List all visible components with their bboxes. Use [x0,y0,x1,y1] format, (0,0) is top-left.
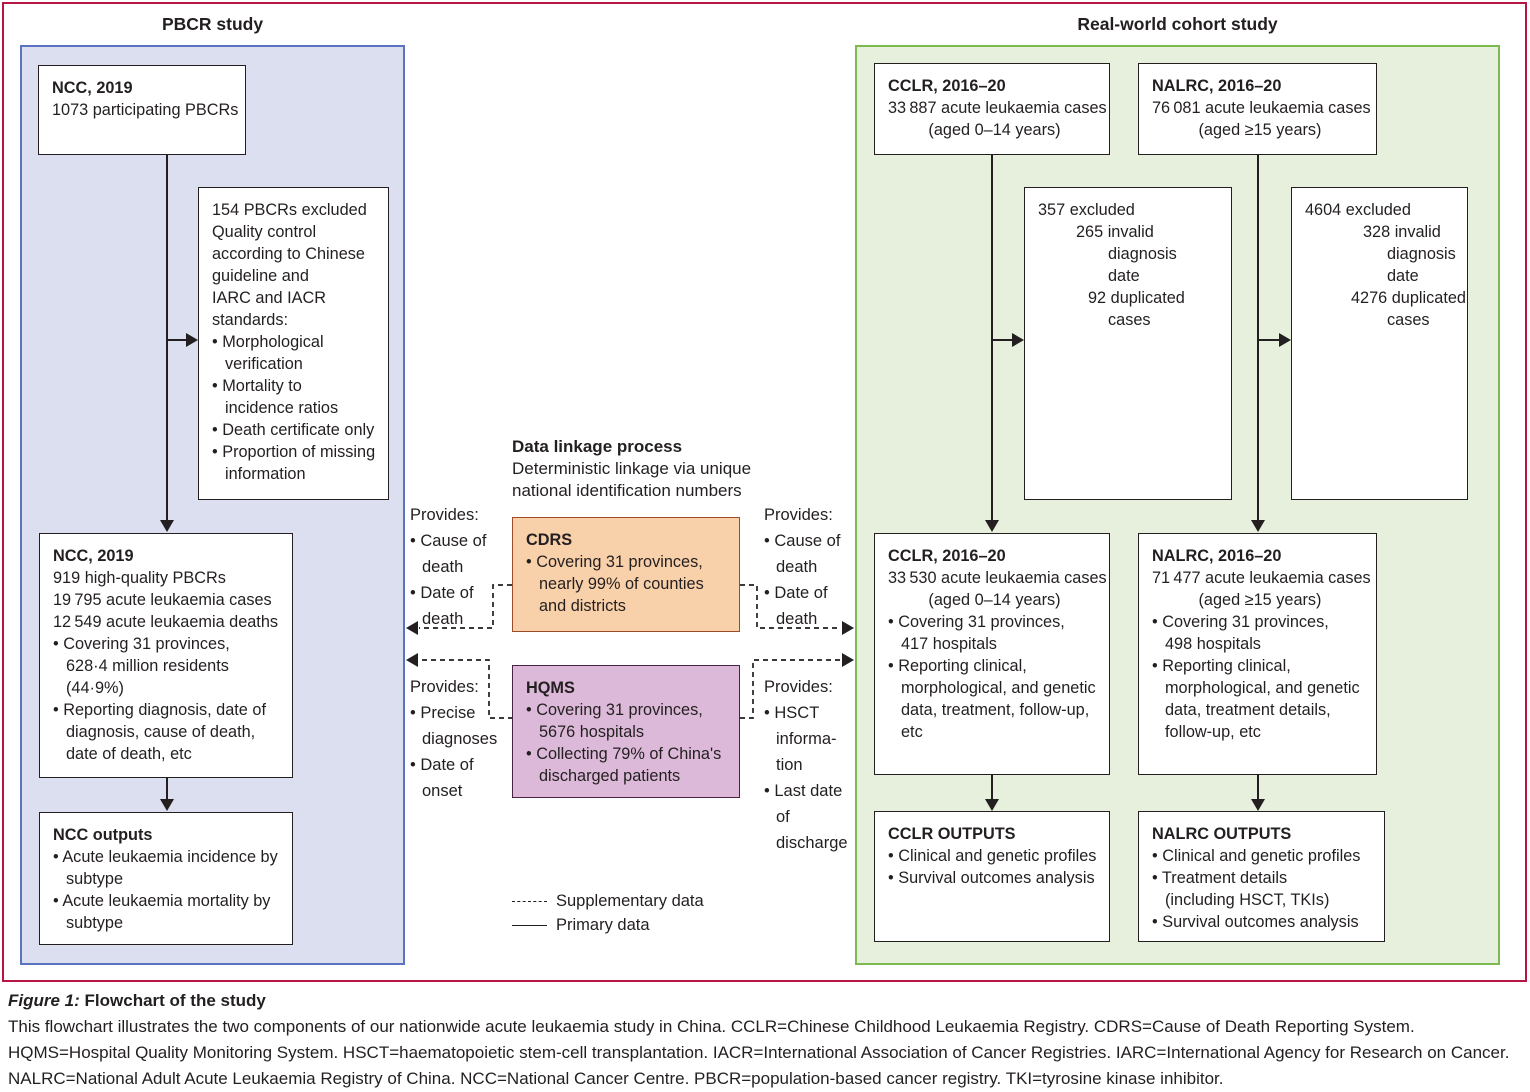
text-line: 919 high-quality PBCRs [53,569,226,587]
text-line: date of death, etc [66,745,192,763]
cdrs-box [512,517,740,632]
line-style-legend [512,889,704,937]
text-line: 5676 hospitals [539,723,645,741]
text-line: 19 795 acute leukaemia cases [53,591,272,609]
text-line: morphological, and genetic [901,679,1096,697]
text-line: guideline and [212,267,309,285]
caption-line: NALRC=National Adult Acute Leukaemia Registry of China. NCC=National Cancer Centre. PBCR=population-based cancer registry. TKI=tyrosine kinase inhibitor. [8,1069,1224,1088]
provides-cdrs-to-pbcr [410,502,486,632]
text-line: (including HSCT, TKIs) [1165,891,1330,909]
text-line: data, treatment, follow-up, [901,701,1090,719]
text-line: data, treatment details, [1165,701,1331,719]
text-line: 498 hospitals [1165,635,1261,653]
pbcr-study-title: PBCR study [161,14,264,34]
figure-caption-title [8,988,1526,1014]
text-line: • Collecting 79% of China's [526,745,722,763]
nalrc-final-box [1138,533,1377,775]
real-world-cohort-study-title: Real-world cohort study [1077,14,1278,34]
text-line: incidence ratios [225,399,339,417]
text-line: 71 477 acute leukaemia cases [1152,569,1371,587]
pbcr-excluded-box [198,187,389,500]
text-line: CCLR, 2016–20 [888,77,1006,95]
cclr-outputs-box [874,811,1110,942]
text-line: NALRC, 2016–20 [1152,77,1282,95]
text-line: • Covering 31 provinces, [888,613,1065,631]
hqms-box [512,665,740,798]
text-line: (aged ≥15 years) [1198,591,1322,609]
text-line: • Covering 31 provinces, [526,553,703,571]
text-line: • Cause of [764,532,841,550]
text-line: • Covering 31 provinces, [526,701,703,719]
text-line: death [422,558,464,576]
text-line: 4604 excluded [1305,201,1411,219]
text-line: 628·4 million residents [66,657,229,675]
legend-primary-data [512,913,704,937]
text-line: NALRC OUTPUTS [1152,825,1292,843]
text-line: death [422,610,464,628]
text-line: • Date of [410,756,474,774]
text-line: Provides: [410,678,479,696]
ncc-2019-quality-box [39,533,293,778]
text-line: diagnosis [1108,245,1177,263]
text-line: subtype [66,870,124,888]
text-line: (aged 0–14 years) [928,591,1061,609]
text-line: 76 081 acute leukaemia cases [1152,99,1371,117]
text-line: and districts [539,597,626,615]
text-line: tion [776,756,803,774]
figure-title-text: Flowchart of the study [79,991,266,1010]
figure-caption [8,988,1526,1092]
text-line: date [1108,267,1140,285]
text-line: • Morphological [212,333,324,351]
text-line: diagnosis [1387,245,1456,263]
cclr-final-box [874,533,1110,775]
text-line: discharged patients [539,767,681,785]
text-line: • Reporting clinical, [888,657,1027,675]
text-line: Quality control [212,223,317,241]
text-line: Provides: [764,506,833,524]
caption-line: HQMS=Hospital Quality Monitoring System. HSCT=haematopoietic stem-cell transplantation. IACR=International Association of Cancer Registries. IARC=International Agency for Research on Cancer. [8,1043,1510,1062]
text-line: verification [225,355,303,373]
text-line: national identification numbers [512,481,742,500]
text-line: Deterministic linkage via unique [512,459,752,478]
text-line: IARC and IACR [212,289,327,307]
text-line: 33 530 acute leukaemia cases [888,569,1107,587]
text-line: CCLR OUTPUTS [888,825,1016,843]
nalrc-source-box [1138,63,1377,155]
text-line: • Death certificate only [212,421,375,439]
caption-line: This flowchart illustrates the two components of our nationwide acute leukaemia study in China. CCLR=Chinese Childhood Leukaemia Registry. CDRS=Cause of Death Reporting System. [8,1017,1415,1036]
text-line: cases [1108,311,1151,329]
text-line: 357 excluded [1038,201,1135,219]
text-line: 328 invalid [1363,223,1441,241]
text-line: 265 invalid [1076,223,1154,241]
solid-line-icon [512,925,547,926]
text-line: information [225,465,306,483]
provides-hqms-to-cohort [764,674,848,856]
text-line: (aged ≥15 years) [1198,121,1322,139]
text-line: subtype [66,914,124,932]
text-line: • HSCT [764,704,820,722]
text-line: • Clinical and genetic profiles [1152,847,1361,865]
text-line: • Date of [410,584,474,602]
text-line: • Cause of [410,532,487,550]
text-line: • Date of [764,584,828,602]
text-line: discharge [776,834,848,852]
data-linkage-title: Data linkage process [512,437,683,456]
text-line: • Reporting clinical, [1152,657,1291,675]
nalrc-outputs-box [1138,811,1385,942]
text-line: death [776,558,818,576]
text-line: • Acute leukaemia mortality by [53,892,271,910]
ncc-2019-source-box [38,65,246,155]
text-line: • Reporting diagnosis, date of [53,701,266,719]
text-line: • Last date [764,782,843,800]
text-line: CCLR, 2016–20 [888,547,1006,565]
figure-label: Figure 1: [8,991,80,1010]
text-line: • Precise [410,704,476,722]
text-line: 92 duplicated [1088,289,1185,307]
text-line: NCC outputs [53,826,153,844]
text-line: • Covering 31 provinces, [53,635,230,653]
text-line: HQMS [526,679,575,697]
text-line: • Survival outcomes analysis [1152,913,1359,931]
text-line: (aged 0–14 years) [928,121,1061,139]
legend-label: Primary data [556,916,650,934]
text-line: NALRC, 2016–20 [1152,547,1282,565]
data-linkage-header [512,436,762,502]
text-line: informa- [776,730,837,748]
text-line: 12 549 acute leukaemia deaths [53,613,279,631]
ncc-outputs-box [39,812,293,945]
text-line: • Survival outcomes analysis [888,869,1095,887]
text-line: diagnosis, cause of death, [66,723,256,741]
text-line: 417 hospitals [901,635,997,653]
text-line: 1073 participating PBCRs [52,101,239,119]
text-line: of [776,808,790,826]
text-line: • Covering 31 provinces, [1152,613,1329,631]
text-line: (44·9%) [66,679,124,697]
text-line: 33 887 acute leukaemia cases [888,99,1107,117]
cclr-source-box [874,63,1110,155]
text-line: NCC, 2019 [52,79,133,97]
text-line: standards: [212,311,289,329]
cclr-excluded-box [1024,187,1232,500]
text-line: cases [1387,311,1430,329]
text-line: Provides: [764,678,833,696]
text-line: 154 PBCRs excluded [212,201,367,219]
text-line: • Mortality to [212,377,302,395]
text-line: 4276 duplicated [1351,289,1466,307]
nalrc-excluded-box [1291,187,1468,500]
text-line: CDRS [526,531,573,549]
text-line: • Acute leukaemia incidence by [53,848,278,866]
text-line: • Proportion of missing [212,443,376,461]
provides-hqms-to-pbcr [410,674,497,804]
text-line: onset [422,782,463,800]
text-line: • Clinical and genetic profiles [888,847,1097,865]
provides-cdrs-to-cohort [764,502,840,632]
legend-label: Supplementary data [556,892,704,910]
text-line: • Treatment details [1152,869,1288,887]
text-line: Provides: [410,506,479,524]
text-line: follow-up, etc [1165,723,1261,741]
dashed-line-icon [512,901,547,902]
text-line: date [1387,267,1419,285]
text-line: according to Chinese [212,245,365,263]
text-line: death [776,610,818,628]
text-line: morphological, and genetic [1165,679,1360,697]
text-line: etc [901,723,923,741]
text-line: NCC, 2019 [53,547,134,565]
text-line: diagnoses [422,730,498,748]
legend-supplementary-data [512,889,704,913]
text-line: nearly 99% of counties [539,575,704,593]
